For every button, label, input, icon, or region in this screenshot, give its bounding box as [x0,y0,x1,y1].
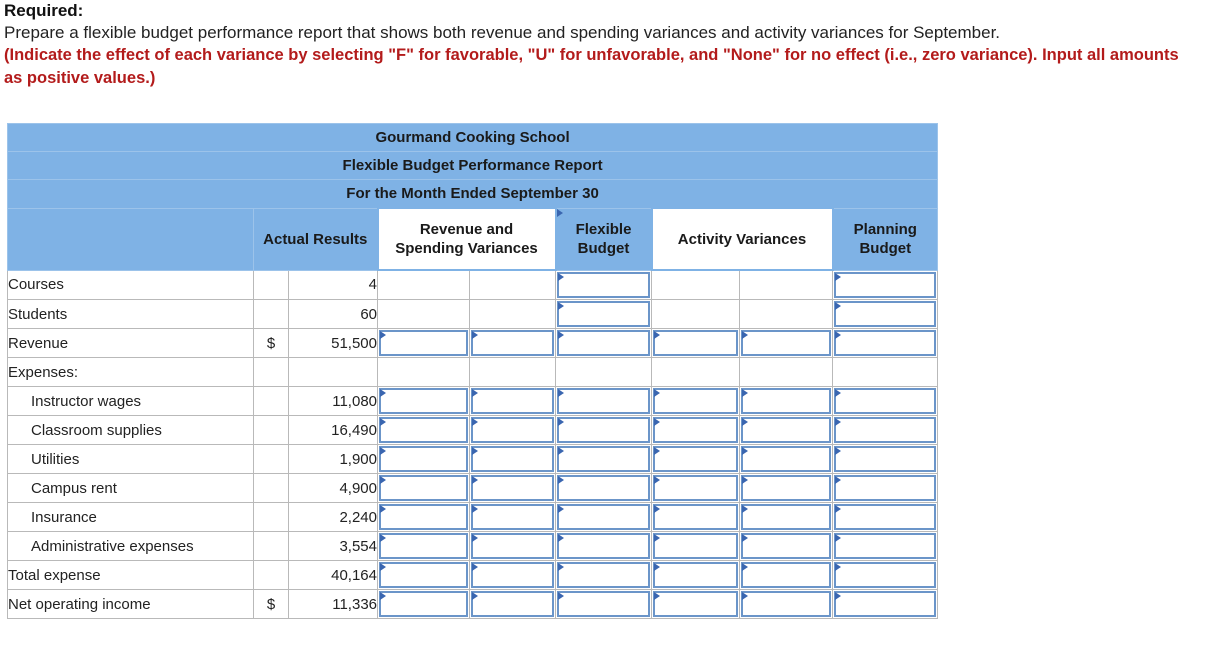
flexible-budget-cell[interactable] [556,387,652,416]
planning-budget-cell [833,358,938,387]
table-row [8,416,938,445]
activity-variance-amount-input[interactable] [653,533,738,559]
rs-variance-effect-cell[interactable] [470,474,556,503]
flexible-budget-input[interactable] [557,417,650,443]
planning-budget-cell[interactable] [833,387,938,416]
actual-amount: 40,164 [331,566,377,584]
rs-variance-amount-cell [378,270,470,300]
activity-variance-effect-cell[interactable] [740,503,833,532]
activity-variance-effect-select[interactable] [741,330,831,356]
planning-budget-input[interactable] [834,591,936,617]
rs-variance-effect-select[interactable] [471,388,554,414]
actual-results-value [289,358,378,387]
actual-amount: 60 [360,305,377,323]
rs-variance-amount-input[interactable] [379,475,468,501]
actual-results-value [289,270,378,300]
company-name: Gourmand Cooking School [8,124,938,152]
instructions-text: Prepare a flexible budget performance report that shows both revenue and spending variances and activity variances for September. [4,23,1001,42]
planning-budget-input[interactable] [834,388,936,414]
planning-header-line1: Planning [853,221,917,238]
rs-variance-amount-cell[interactable] [378,532,470,561]
actual-results-value [289,329,378,358]
actual-amount: 51,500 [331,334,377,352]
dollar-sign [254,387,289,416]
planning-budget-header [833,208,938,270]
rs-variance-effect-cell[interactable] [470,590,556,619]
flexible-budget-cell[interactable] [556,300,652,329]
actual-amount: 11,080 [332,392,377,410]
flexible-budget-cell[interactable] [556,590,652,619]
rs-variance-effect-select[interactable] [471,533,554,559]
rs-variance-amount-cell [378,358,470,387]
row-label: Total expense [8,561,254,590]
flexible-budget-input[interactable] [557,330,650,356]
flexible-budget-input[interactable] [557,475,650,501]
rs-variance-effect-select[interactable] [471,475,554,501]
rs-variance-amount-input[interactable] [379,562,468,588]
activity-variance-amount-cell[interactable] [652,416,740,445]
dollar-sign [254,300,289,329]
planning-budget-cell[interactable] [833,474,938,503]
dollar-sign [254,416,289,445]
flexible-budget-cell[interactable] [556,270,652,300]
dollar-sign: $ [254,590,289,619]
table-row [8,358,938,387]
table-row [8,561,938,590]
flexible-budget-select[interactable] [557,272,650,299]
rs-variance-amount-cell [378,300,470,329]
activity-variance-amount-cell [652,358,740,387]
rs-variance-amount-cell[interactable] [378,445,470,474]
flexible-budget-cell[interactable] [556,416,652,445]
rs-variance-amount-cell[interactable] [378,387,470,416]
activity-variance-effect-select[interactable] [741,475,831,501]
planning-budget-cell[interactable] [833,503,938,532]
activity-variance-amount-input[interactable] [653,388,738,414]
planning-budget-cell[interactable] [833,416,938,445]
table-row [8,474,938,503]
rs-variance-amount-cell[interactable] [378,503,470,532]
planning-budget-input[interactable] [834,504,936,530]
actual-amount: 4 [368,276,377,294]
activity-variance-amount-input[interactable] [653,591,738,617]
row-label: Courses [8,270,254,300]
row-label: Expenses: [8,358,254,387]
row-label: Campus rent [8,474,254,503]
planning-budget-input[interactable] [834,533,936,559]
planning-budget-cell[interactable] [833,590,938,619]
planning-budget-cell[interactable] [833,300,938,329]
actual-amount: 4,900 [339,479,377,497]
actual-results-value [289,532,378,561]
planning-budget-select[interactable] [834,301,936,327]
actual-results-value [289,300,378,329]
row-label: Revenue [8,329,254,358]
rs-variance-amount-input[interactable] [379,591,468,617]
flexible-budget-cell[interactable] [556,503,652,532]
actual-amount: 16,490 [331,421,377,439]
planning-budget-cell[interactable] [833,329,938,358]
activity-variance-amount-cell[interactable] [652,474,740,503]
planning-budget-cell[interactable] [833,445,938,474]
activity-variance-amount-cell[interactable] [652,329,740,358]
required-label: Required: [4,1,84,20]
planning-budget-cell[interactable] [833,561,938,590]
flexible-header-line2: Budget [577,240,630,257]
actual-results-value [289,474,378,503]
flexible-budget-input[interactable] [557,388,650,414]
row-label: Insurance [8,503,254,532]
instructions-note: (Indicate the effect of each variance by selecting "F" for favorable, "U" for unfavorable, and "None" for no effect (i.e., zero variance). Input all amounts as positive values.) [4,46,1179,87]
actual-amount: 11,336 [332,595,377,613]
instructions [4,0,1200,90]
planning-budget-input[interactable] [834,446,936,472]
row-label: Utilities [8,445,254,474]
table-row [8,329,938,358]
rs-variance-effect-select[interactable] [471,562,554,588]
activity-variance-effect-select[interactable] [741,388,831,414]
activity-variance-effect-select[interactable] [741,446,831,472]
rs-variance-amount-input[interactable] [379,388,468,414]
table-row [8,503,938,532]
activity-variance-effect-select[interactable] [741,504,831,530]
rs-variance-amount-cell[interactable] [378,329,470,358]
revenue-spending-header-line2: Spending Variances [395,240,538,257]
flexible-budget-report-table [7,123,938,619]
row-label: Administrative expenses [8,532,254,561]
rs-variance-effect-cell [470,270,556,300]
dollar-sign [254,474,289,503]
flexible-budget-input[interactable] [557,446,650,472]
actual-amount: 3,554 [339,537,377,555]
actual-results-value [289,590,378,619]
actual-results-value [289,561,378,590]
row-label: Students [8,300,254,329]
report-title: Flexible Budget Performance Report [8,152,938,180]
activity-variance-effect-select[interactable] [741,533,831,559]
activity-variance-effect-cell[interactable] [740,590,833,619]
rs-variance-effect-select[interactable] [471,591,554,617]
flexible-budget-header[interactable] [556,208,652,270]
rs-variance-effect-cell[interactable] [470,532,556,561]
rs-variance-amount-input[interactable] [379,446,468,472]
flexible-header-line1: Flexible [575,221,632,238]
activity-variance-effect-cell[interactable] [740,532,833,561]
actual-results-value [289,416,378,445]
flexible-budget-select[interactable] [557,301,650,327]
flexible-budget-cell[interactable] [556,561,652,590]
rs-variance-amount-cell[interactable] [378,590,470,619]
flexible-budget-input[interactable] [557,562,650,588]
flexible-budget-cell[interactable] [556,532,652,561]
actual-amount: 1,900 [339,450,377,468]
dollar-sign [254,270,289,300]
planning-budget-input[interactable] [834,330,936,356]
activity-variance-amount-cell [652,300,740,329]
activity-variance-effect-cell[interactable] [740,474,833,503]
table-row [8,387,938,416]
rs-variance-amount-input[interactable] [379,330,468,356]
activity-variance-amount-input[interactable] [653,504,738,530]
flexible-budget-cell [556,358,652,387]
row-label: Instructor wages [8,387,254,416]
rs-variance-amount-cell[interactable] [378,561,470,590]
flexible-budget-cell[interactable] [556,474,652,503]
planning-budget-input[interactable] [834,562,936,588]
activity-variance-amount-cell[interactable] [652,445,740,474]
rs-variance-effect-select[interactable] [471,504,554,530]
activity-variance-effect-cell[interactable] [740,387,833,416]
activity-variance-effect-select[interactable] [741,562,831,588]
rs-variance-effect-cell[interactable] [470,445,556,474]
activity-variance-amount-input[interactable] [653,446,738,472]
activity-variance-amount-input[interactable] [653,330,738,356]
table-row [8,300,938,329]
activity-variance-effect-select[interactable] [741,417,831,443]
row-label: Net operating income [8,590,254,619]
planning-budget-cell[interactable] [833,532,938,561]
activity-variance-effect-cell [740,270,833,300]
planning-header-line2: Budget [859,240,912,257]
flexible-budget-cell[interactable] [556,445,652,474]
activity-variance-effect-cell[interactable] [740,561,833,590]
row-label: Classroom supplies [8,416,254,445]
rs-variance-amount-cell[interactable] [378,474,470,503]
actual-results-value [289,503,378,532]
actual-amount: 2,240 [339,508,377,526]
activity-variance-effect-cell [740,358,833,387]
planning-budget-cell[interactable] [833,270,938,300]
actual-results-value [289,387,378,416]
flexible-budget-input[interactable] [557,504,650,530]
rs-variance-effect-cell[interactable] [470,329,556,358]
activity-variance-amount-input[interactable] [653,475,738,501]
activity-variance-amount-cell[interactable] [652,590,740,619]
activity-variance-effect-cell [740,300,833,329]
activity-variance-effect-cell[interactable] [740,416,833,445]
rs-variance-effect-cell [470,358,556,387]
activity-variances-header[interactable]: Activity Variances [652,208,833,270]
rs-variance-effect-cell[interactable] [470,561,556,590]
activity-variance-amount-cell[interactable] [652,387,740,416]
planning-budget-select[interactable] [834,272,936,299]
activity-variance-effect-select[interactable] [741,591,831,617]
activity-variance-effect-cell[interactable] [740,445,833,474]
dollar-sign [254,445,289,474]
flexible-budget-cell[interactable] [556,329,652,358]
rs-variance-effect-cell[interactable] [470,387,556,416]
actual-results-header: Actual Results [254,208,378,270]
activity-variance-amount-cell[interactable] [652,532,740,561]
activity-variance-effect-cell[interactable] [740,329,833,358]
label-column-header [8,208,254,270]
dollar-sign [254,358,289,387]
rs-variance-amount-cell[interactable] [378,416,470,445]
revenue-spending-variances-header[interactable] [378,208,556,270]
report-period: For the Month Ended September 30 [8,180,938,209]
rs-variance-effect-cell[interactable] [470,416,556,445]
activity-variance-amount-input[interactable] [653,562,738,588]
revenue-spending-header-line1: Revenue and [419,221,514,238]
rs-variance-amount-input[interactable] [379,533,468,559]
rs-variance-effect-select[interactable] [471,446,554,472]
rs-variance-effect-select[interactable] [471,330,554,356]
dollar-sign [254,532,289,561]
rs-variance-amount-input[interactable] [379,417,468,443]
activity-variance-amount-input[interactable] [653,417,738,443]
rs-variance-amount-input[interactable] [379,504,468,530]
flexible-budget-input[interactable] [557,591,650,617]
rs-variance-effect-select[interactable] [471,417,554,443]
activity-variance-amount-cell[interactable] [652,503,740,532]
activity-variance-amount-cell[interactable] [652,561,740,590]
planning-budget-input[interactable] [834,475,936,501]
flexible-budget-input[interactable] [557,533,650,559]
actual-results-value [289,445,378,474]
rs-variance-effect-cell[interactable] [470,503,556,532]
dollar-sign [254,503,289,532]
table-row [8,532,938,561]
activity-variance-amount-cell [652,270,740,300]
table-row [8,270,938,300]
dollar-sign [254,561,289,590]
planning-budget-input[interactable] [834,417,936,443]
table-row [8,445,938,474]
rs-variance-effect-cell [470,300,556,329]
dollar-sign: $ [254,329,289,358]
table-row [8,590,938,619]
